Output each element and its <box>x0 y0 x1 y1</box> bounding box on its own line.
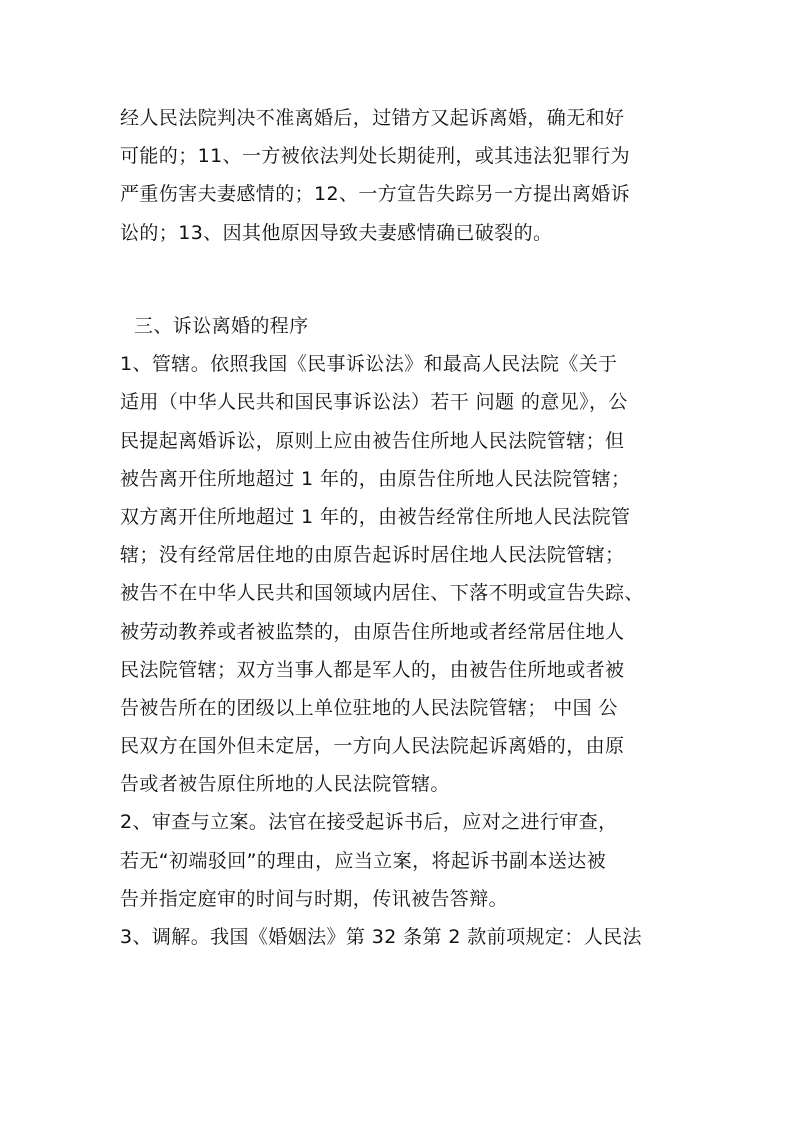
text-line: 双方离开住所地超过 1 年的，由被告经常住所地人民法院管 <box>120 505 631 528</box>
text-line: 1、管辖。依照我国《民事诉讼法》和最高人民法院《关于 <box>120 353 618 376</box>
text-line: 民提起离婚诉讼，原则上应由被告住所地人民法院管辖；但 <box>120 429 625 452</box>
text-line: 若无“初端驳回”的理由，应当立案，将起诉书副本送达被 <box>120 849 607 872</box>
text-line: 经人民法院判决不准离婚后，过错方又起诉离婚，确无和好 <box>120 107 625 129</box>
continued-paragraph <box>120 99 680 252</box>
text-line: 告或者被告原住所地的人民法院管辖。 <box>120 773 450 796</box>
section-heading: 三、诉讼离婚的程序 <box>134 315 309 337</box>
text-line: 告并指定庭审的时间与时期，传讯被告答辩。 <box>120 887 509 910</box>
text-line: 2、审查与立案。法官在接受起诉书后，应对之进行审查， <box>120 811 618 834</box>
text-line: 讼的；13、因其他原因导致夫妻感情确已破裂的。 <box>120 221 553 244</box>
text-line: 可能的；11、一方被依法判处长期徒刑，或其违法犯罪行为 <box>120 145 630 168</box>
text-line: 被告离开住所地超过 1 年的，由原告住所地人民法院管辖； <box>120 467 631 490</box>
text-line: 被告不在中华人民共和国领域内居住、下落不明或宣告失踪、 <box>120 582 644 605</box>
litigation-procedure-section <box>120 307 680 956</box>
text-line: 民法院管辖；双方当事人都是军人的，由被告住所地或者被 <box>120 658 625 681</box>
text-line: 民双方在国外但未定居，一方向人民法院起诉离婚的，由原 <box>120 735 625 758</box>
text-line: 3、调解。我国《婚姻法》第 32 条第 2 款前项规定：人民法 <box>120 926 642 948</box>
text-line: 辖；没有经常居住地的由原告起诉时居住地人民法院管辖； <box>120 544 625 567</box>
text-line: 告被告所在的团级以上单位驻地的人民法院管辖； 中国 公 <box>120 696 618 719</box>
text-line: 被劳动教养或者被监禁的，由原告住所地或者经常居住地人 <box>120 620 625 643</box>
text-line: 适用（中华人民共和国民事诉讼法）若干 问题 的意见》，公 <box>120 391 628 414</box>
text-line: 严重伤害夫妻感情的；12、一方宣告失踪另一方提出离婚诉 <box>120 183 630 206</box>
